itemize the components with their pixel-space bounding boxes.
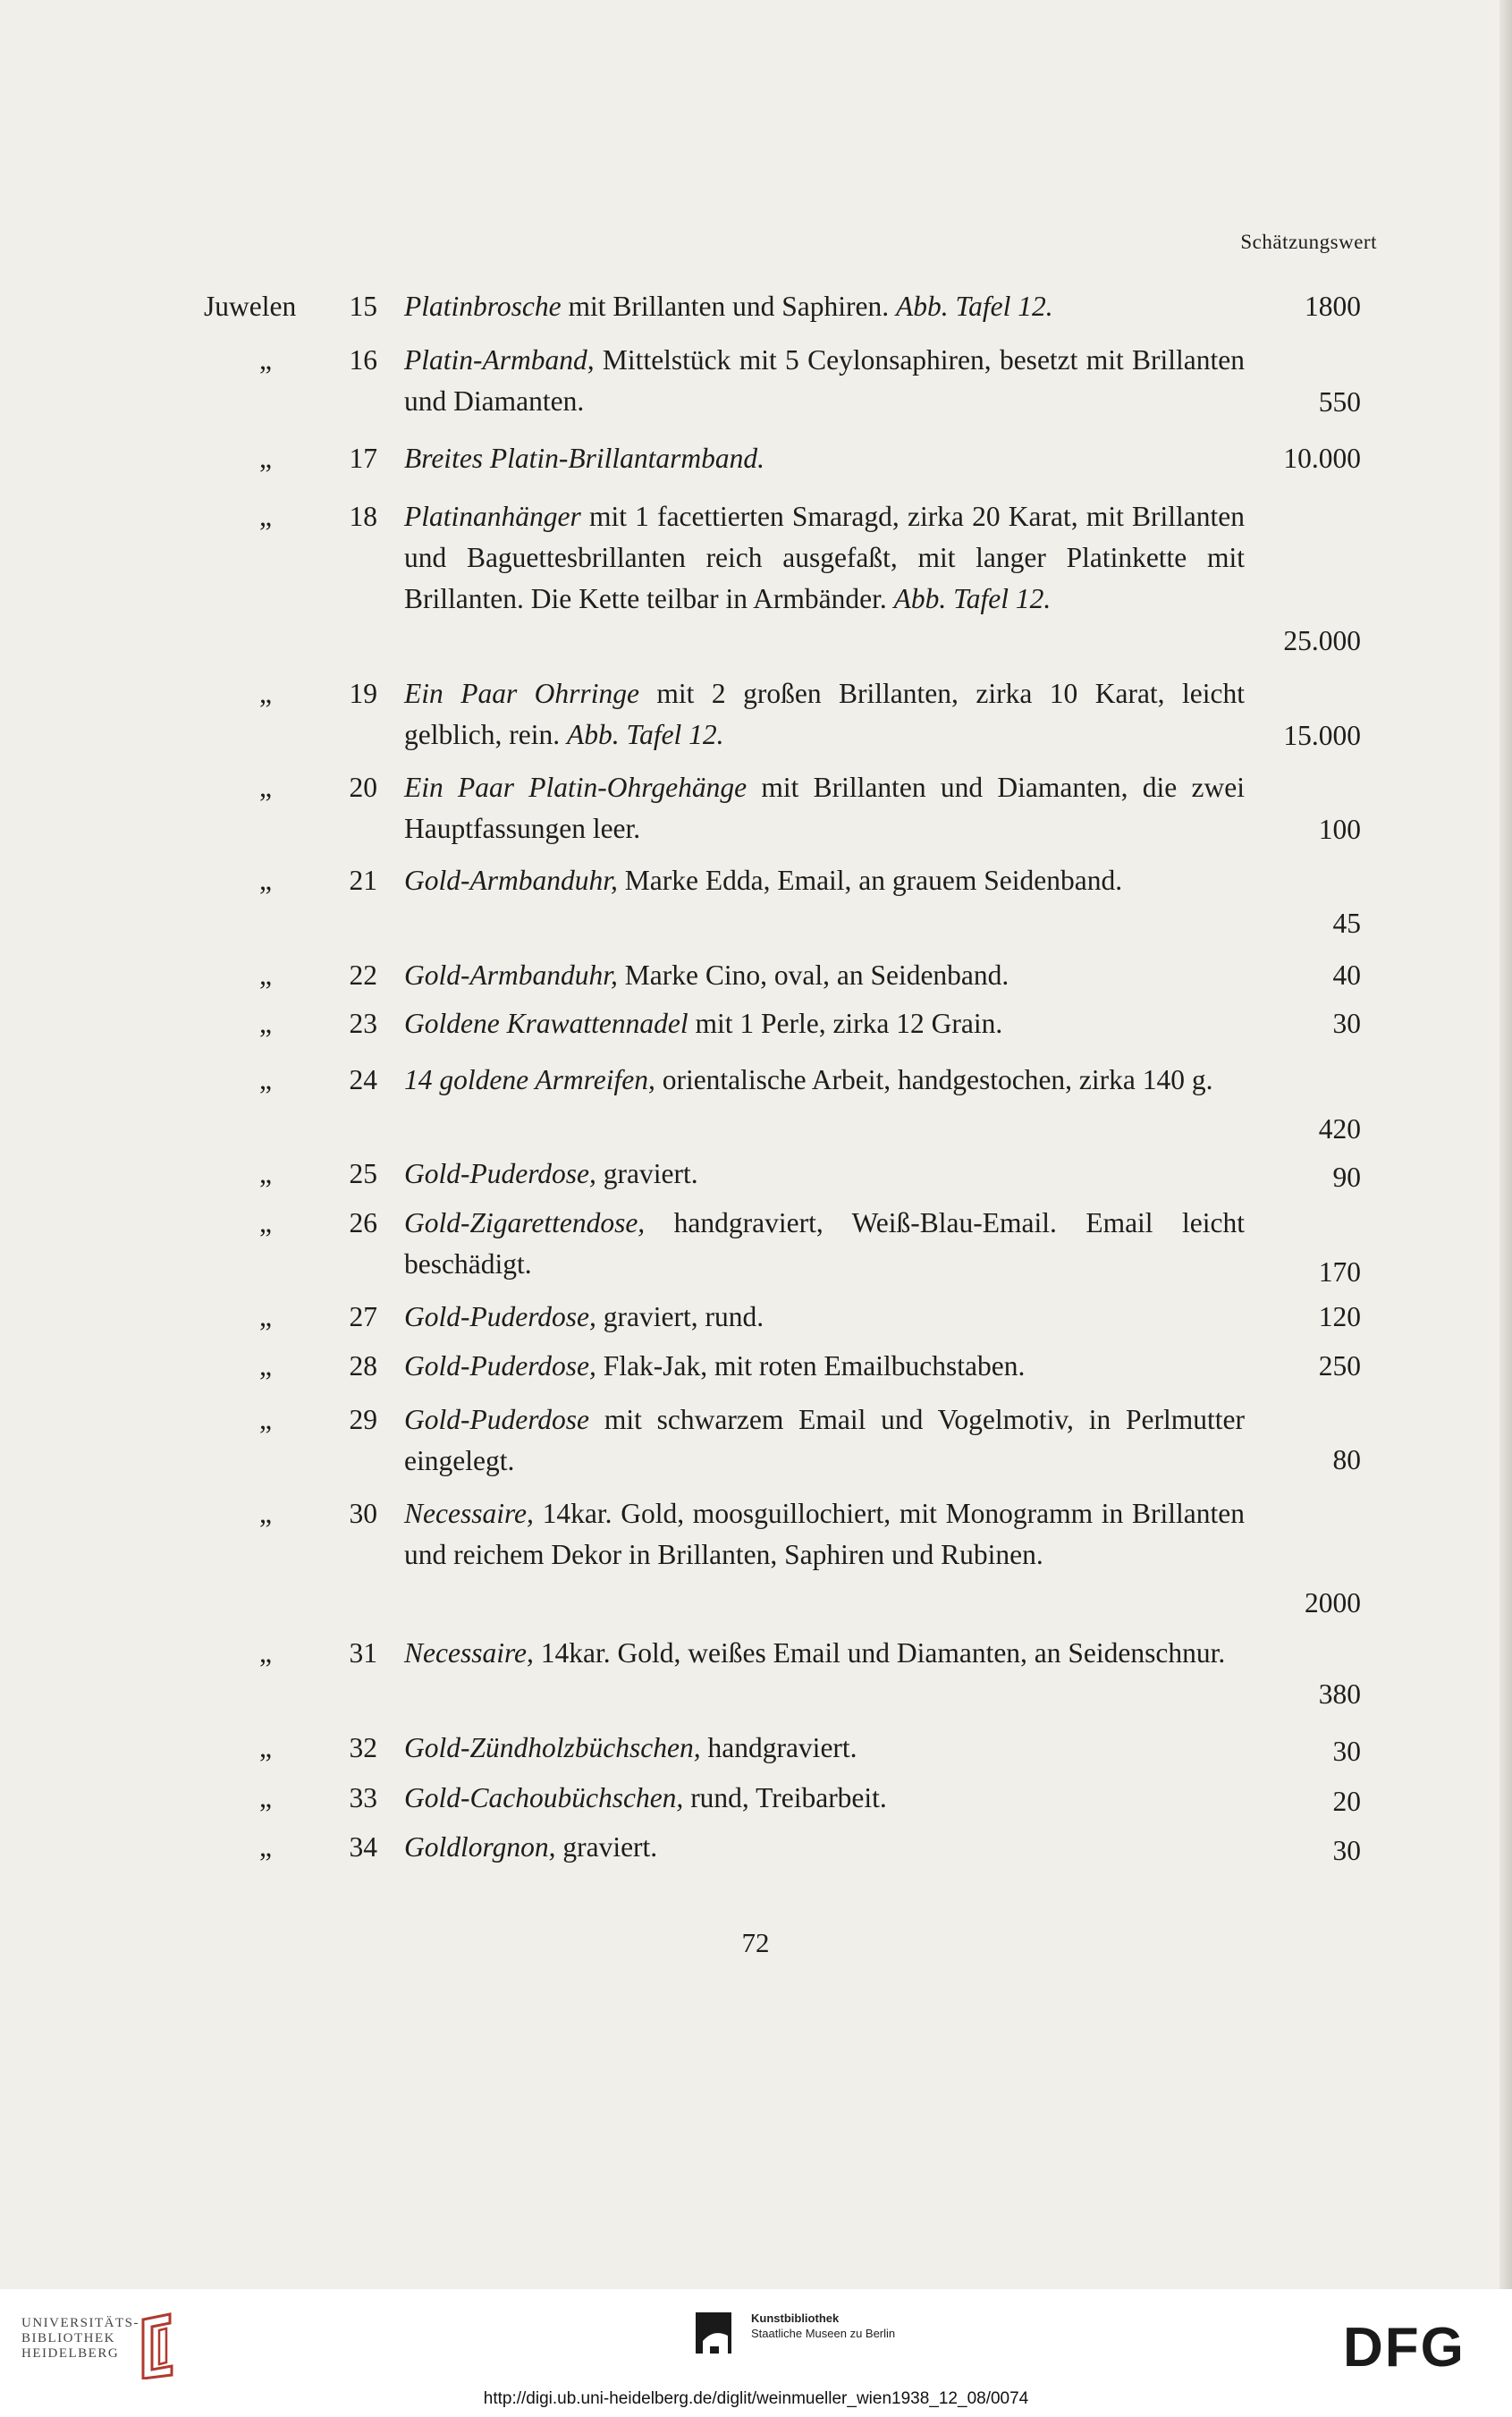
entry-text: Marke Cino, oval, an Seidenband. [617,959,1009,991]
entry-number: 19 [349,678,377,709]
university-line: UNIVERSITÄTS- [21,2316,139,2330]
dfg-logo-icon [1341,2320,1493,2371]
entry-estimate: 420 [1318,1113,1361,1145]
entry-text: mit Brillanten und Diamanten, die zwei Hauptfassungen leer. [404,772,1245,844]
entry-ditto-mark: „ [259,772,272,803]
entry-reference: Abb. Tafel 12. [896,291,1053,322]
entry-ditto-mark: „ [259,959,272,991]
entry-description [404,340,1245,422]
university-line: BIBLIOTHEK [21,2331,115,2345]
entry-title: Gold-Puderdose [404,1404,590,1435]
university-line: HEIDELBERG [21,2346,120,2361]
entry-title: Breites Platin-Brillantarmband. [404,443,765,474]
entry-ditto-mark: „ [259,1064,272,1095]
entry-number: 15 [349,291,377,322]
entry-ditto-mark: „ [259,1301,272,1332]
column-header: Schätzungswert [1240,231,1377,253]
entry-estimate: 380 [1318,1678,1361,1710]
entry-estimate: 45 [1332,908,1361,939]
entry-number: 28 [349,1350,377,1382]
entry-ditto-mark: „ [259,865,272,896]
entry-title: Platin-Armband, [404,344,595,376]
entry-number: 16 [349,344,377,376]
entry-text: mit schwarzem Email und Vogelmotiv, in Perlmutter eingelegt. [404,1404,1245,1476]
entry-ditto-mark: „ [259,1404,272,1435]
entry-number: 29 [349,1404,377,1435]
entry-text: handgraviert. [700,1732,857,1763]
entry-description [404,1003,1245,1044]
entry-description [404,767,1245,849]
entry-title: Gold-Zündholzbüchschen, [404,1732,701,1763]
entry-description [404,438,1245,479]
entry-text: graviert. [596,1158,698,1189]
entry-ditto-mark: „ [259,1498,272,1529]
entry-ditto-mark: „ [259,501,272,532]
entry-text: orientalische Arbeit, handgestochen, zirka 140 g. [655,1064,1213,1095]
entry-text: Flak-Jak, mit roten Emailbuchstaben. [596,1350,1026,1382]
entry-number: 33 [349,1782,377,1813]
entry-text: handgraviert, Weiß-Blau-Email. Email leicht beschädigt. [404,1207,1245,1280]
entry-estimate: 25.000 [1283,625,1361,656]
entry-estimate: 30 [1332,1835,1361,1866]
entry-number: 32 [349,1732,377,1763]
entry-ditto-mark: „ [259,1637,272,1669]
entry-title: Ein Paar Platin-Ohrgehänge [404,772,748,803]
entry-number: 26 [349,1207,377,1238]
kunstbibliothek-logo-icon [690,2309,744,2371]
entry-title: Gold-Puderdose, [404,1158,596,1189]
entry-estimate: 10.000 [1283,443,1361,474]
entry-description [404,860,1245,901]
entry-title: 14 goldene Armreifen, [404,1064,655,1095]
entry-number: 27 [349,1301,377,1332]
entry-description [404,1728,1245,1769]
entry-description [404,1827,1245,1868]
entry-title: Gold-Armbanduhr, [404,865,618,896]
entry-ditto-mark: „ [259,1350,272,1382]
entry-number: 25 [349,1158,377,1189]
entry-description [404,1154,1245,1195]
entry-estimate: 80 [1332,1444,1361,1475]
entry-estimate: 30 [1332,1736,1361,1767]
entry-estimate: 30 [1332,1008,1361,1039]
entry-text: 14kar. Gold, weißes Email und Diamanten, an Seidenschnur. [533,1637,1226,1669]
entry-description [404,1493,1245,1576]
entry-text: graviert, rund. [596,1301,764,1332]
entry-estimate: 40 [1332,959,1361,991]
entry-description [404,496,1245,620]
entry-number: 34 [349,1831,377,1863]
entry-number: 18 [349,501,377,532]
entry-description [404,955,1245,996]
entry-reference: Abb. Tafel 12. [893,583,1052,614]
entry-estimate: 100 [1318,814,1361,845]
entry-number: 20 [349,772,377,803]
footer-bar [0,2289,1512,2417]
entry-title: Gold-Puderdose, [404,1350,596,1382]
entry-estimate: 20 [1332,1786,1361,1817]
entry-ditto-mark: „ [259,678,272,709]
entry-text: mit 1 Perle, zirka 12 Grain. [688,1008,1003,1039]
source-url[interactable]: http://digi.ub.uni-heidelberg.de/diglit/weinmueller_wien1938_12_08/0074 [483,2389,1029,2408]
entry-estimate: 170 [1318,1256,1361,1288]
entry-number: 24 [349,1064,377,1095]
entry-reference: Abb. Tafel 12. [566,719,724,750]
entry-ditto-mark: „ [259,1207,272,1238]
entry-ditto-mark: „ [259,1732,272,1763]
entry-number: 31 [349,1637,377,1669]
entry-text: mit 2 großen Brillanten, zirka 10 Karat, leicht gelblich, rein. [404,678,1245,750]
entry-estimate: 90 [1332,1162,1361,1193]
entry-estimate: 15.000 [1283,720,1361,751]
entry-text: Marke Edda, Email, an grauem Seidenband. [617,865,1123,896]
entry-title: Gold-Zigarettendose, [404,1207,646,1238]
page-number: 72 [741,1927,770,1958]
entry-title: Gold-Puderdose, [404,1301,596,1332]
entry-ditto-mark: „ [259,1782,272,1813]
entry-ditto-mark: „ [259,1008,272,1039]
university-library-logo-icon [134,2312,183,2379]
entry-description [404,1633,1245,1674]
entry-number: 23 [349,1008,377,1039]
entry-title: Platinbrosche [404,291,562,322]
kunstbibliothek-text [751,2311,984,2341]
kunstbibliothek-title: Kunstbibliothek [751,2311,840,2325]
dfg-logo-text: DFG [1343,2320,1466,2371]
entry-title: Goldlorgnon, [404,1831,556,1863]
entry-title: Gold-Cachoubüchschen, [404,1782,684,1813]
entry-ditto-mark: „ [259,1831,272,1863]
entry-title: Ein Paar Ohrringe [404,678,639,709]
entry-estimate: 120 [1318,1301,1361,1332]
entry-text: 14kar. Gold, moosguillochiert, mit Monogramm in Brillanten und reichem Dekor in Brillanten, Saphiren und Rubinen. [404,1498,1245,1570]
entry-text: mit Brillanten und Saphiren. [561,291,897,322]
entry-ditto-mark: „ [259,344,272,376]
entry-ditto-mark: „ [259,1158,272,1189]
entry-number: 30 [349,1498,377,1529]
entry-title: Goldene Krawattennadel [404,1008,688,1039]
entry-estimate: 1800 [1305,291,1361,322]
entry-number: 17 [349,443,377,474]
entry-title: Necessaire, [404,1498,534,1529]
entry-description [404,1778,1245,1819]
entry-number: 21 [349,865,377,896]
entry-description [404,1203,1245,1285]
entry-ditto-mark: „ [259,443,272,474]
entry-description [404,1297,1245,1338]
entry-number: 22 [349,959,377,991]
kunstbibliothek-subtitle: Staatliche Museen zu Berlin [751,2327,896,2340]
entry-title: Gold-Armbanduhr, [404,959,618,991]
entry-description [404,1346,1245,1387]
entry-title: Platinanhänger [404,501,581,532]
entry-estimate: 550 [1318,386,1361,418]
entry-text: Mittelstück mit 5 Ceylonsaphiren, besetzt mit Brillanten und Diamanten. [404,344,1245,417]
entry-category: Juwelen [204,291,297,322]
entry-description [404,286,1245,327]
entry-description [404,1399,1245,1482]
entry-text: mit 1 facettierten Smaragd, zirka 20 Karat, mit Brillanten und Baguettesbrillanten reich ausgefaßt, mit langer Platinkette mit Brillanten. Die Kette teilbar in Armbänder. [404,501,1245,614]
university-library-name [21,2316,147,2362]
entry-description [404,1060,1245,1101]
entry-text: graviert. [555,1831,658,1863]
entry-description [404,673,1245,756]
entry-estimate: 2000 [1305,1587,1361,1618]
entry-text: rund, Treibarbeit. [683,1782,887,1813]
entry-estimate: 250 [1318,1350,1361,1382]
entry-title: Necessaire, [404,1637,534,1669]
